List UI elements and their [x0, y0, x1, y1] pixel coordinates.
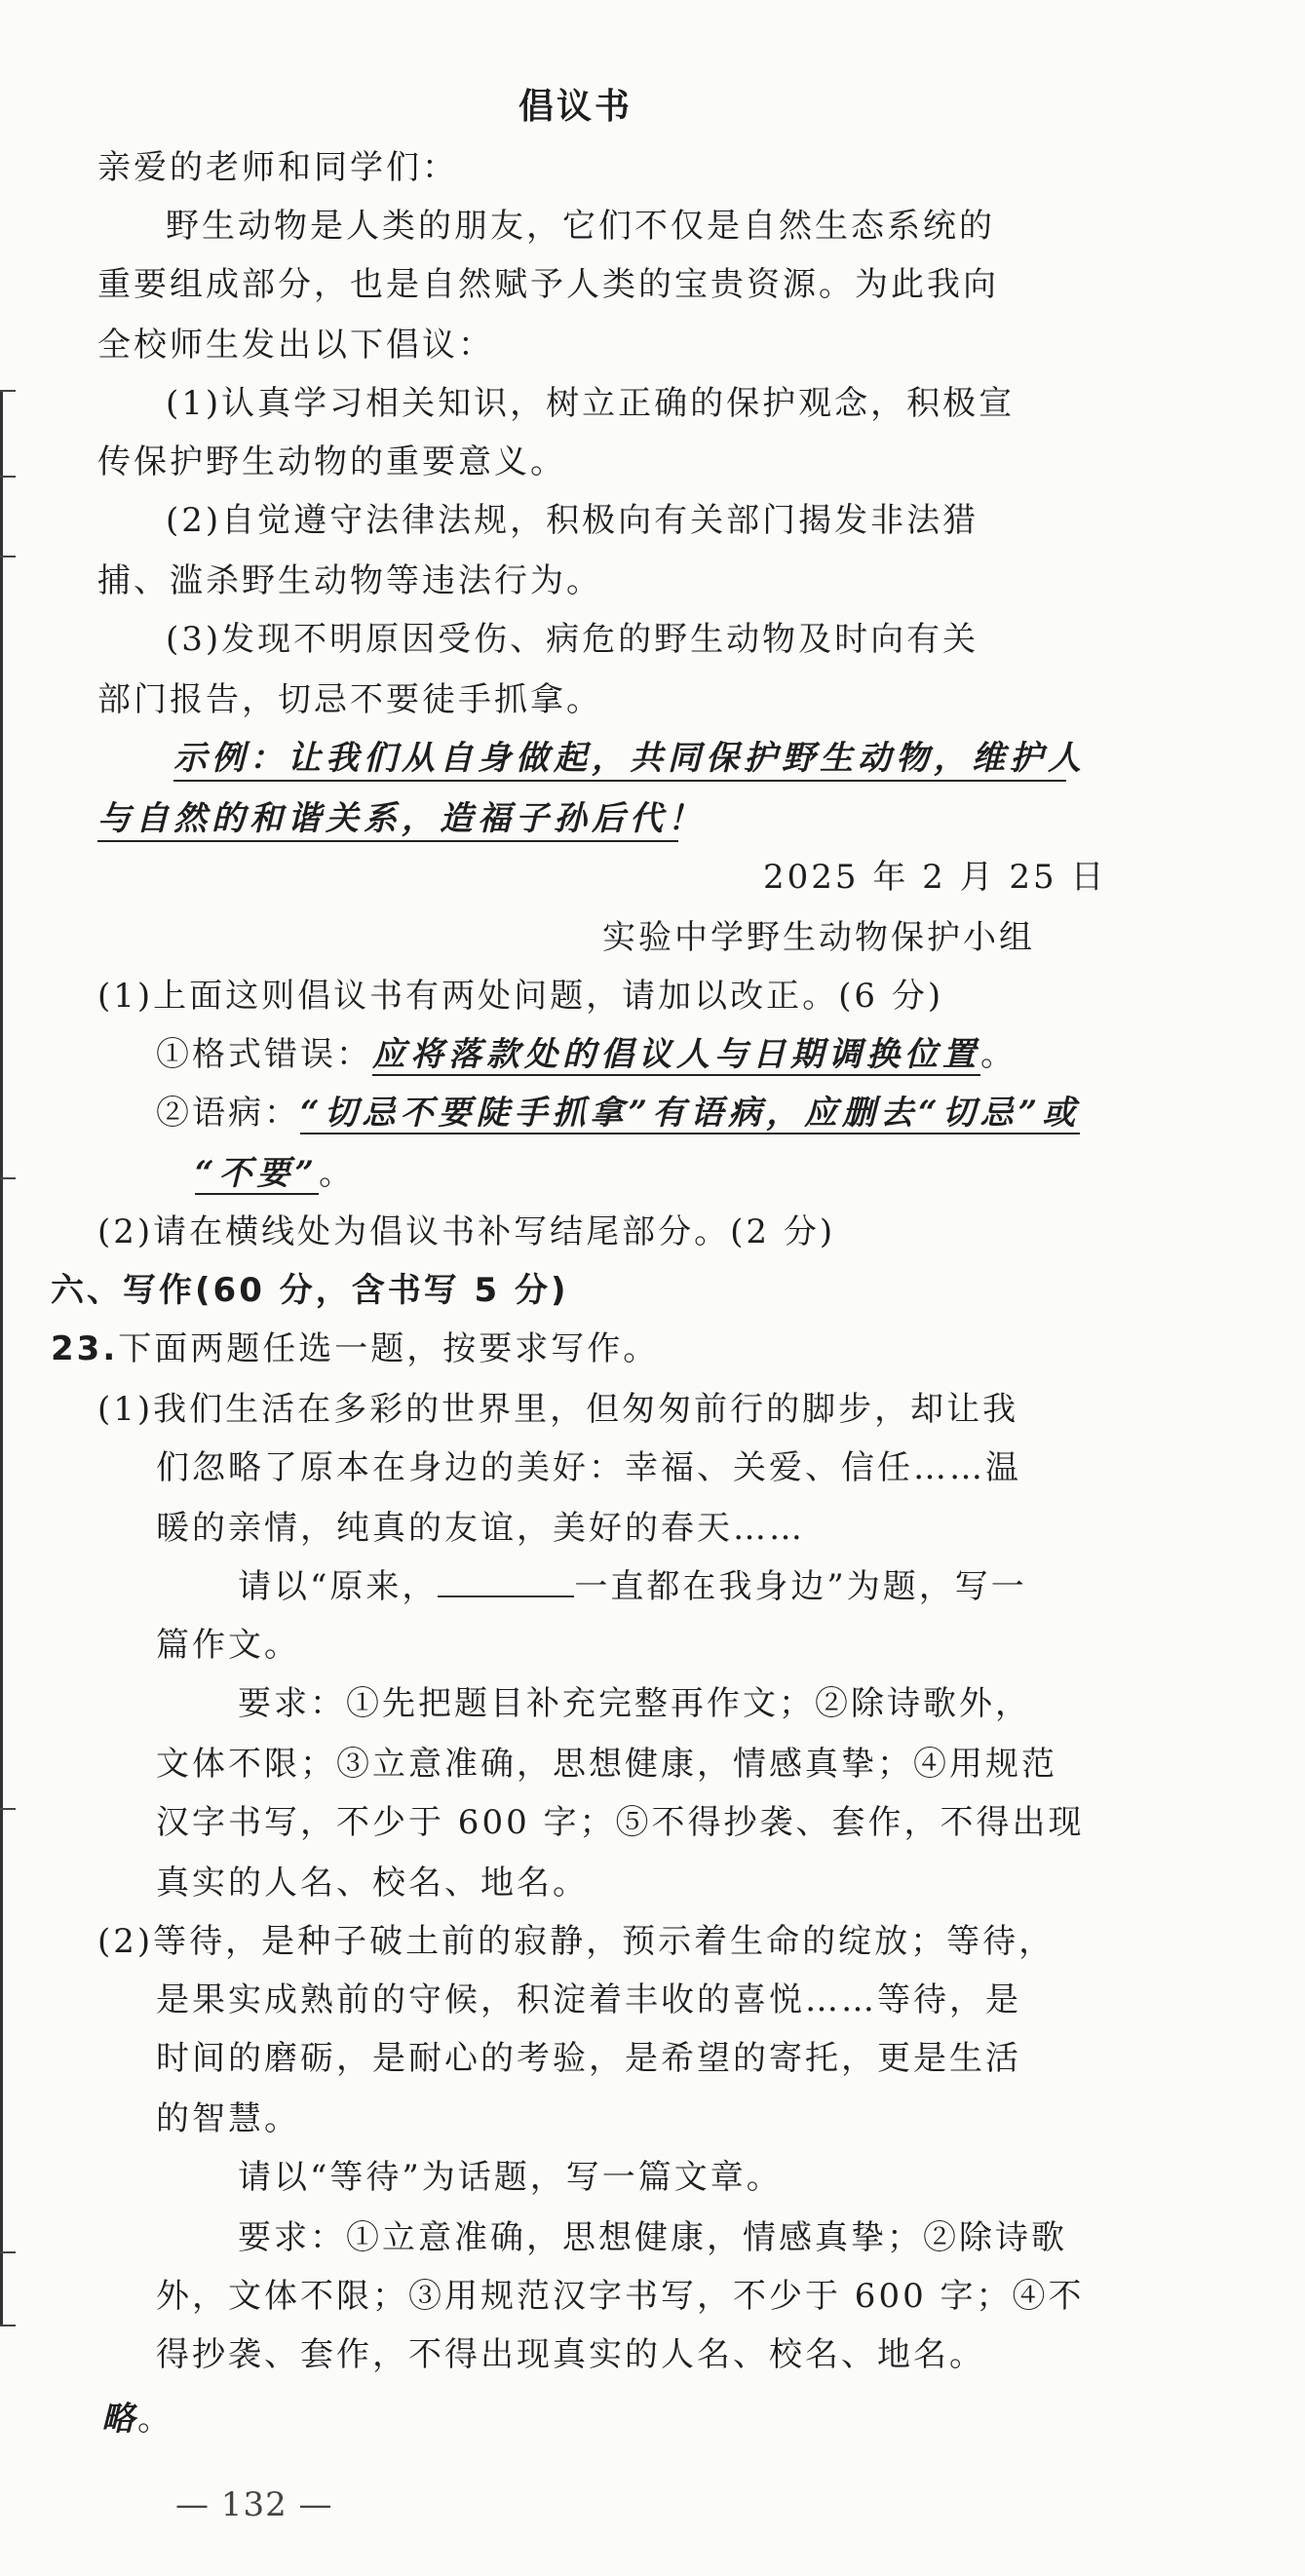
option-1-line: 暖的亲情，纯真的友谊，美好的春天……: [156, 1509, 805, 1548]
option-2-prompt: 请以“等待”为话题，写一篇文章。: [238, 2158, 783, 2197]
handwritten-answer: “切忌不要陡手抓拿”有语病，应删去“切忌”或: [300, 1094, 1081, 1133]
question-23-intro: [51, 1327, 659, 1370]
proposal-line: (3)发现不明原因受伤、病危的野生动物及时向有关: [166, 620, 979, 659]
proposal-line: 捕、滥杀野生动物等违法行为。: [97, 561, 602, 600]
prompt-part: 请以“原来，: [238, 1567, 439, 1606]
left-edge-rule: [0, 476, 16, 478]
handwritten-answer: “不要”: [195, 1154, 320, 1193]
handwritten-answer: 略: [101, 2400, 137, 2439]
answer-omitted: [101, 2398, 173, 2441]
left-edge-border: [0, 390, 3, 2325]
handwritten-answer: 示例：让我们从自身做起，共同保护野生动物，维护人: [173, 737, 1066, 782]
option-1-requirement: 要求：①先把题目补充完整再作文；②除诗歌外，: [238, 1684, 1031, 1723]
left-edge-rule: [0, 2325, 16, 2326]
fill-in-blank: [438, 1566, 574, 1597]
format-error-label: ①格式错误：: [156, 1035, 372, 1074]
option-2-line: 是果实成熟前的守候，积淀着丰收的喜悦……等待，是: [156, 1980, 1021, 2019]
option-1-prompt-end: 篇作文。: [156, 1626, 300, 1665]
option-2-requirement: 得抄袭、套作，不得出现真实的人名、校名、地名。: [156, 2335, 985, 2374]
proposal-greeting: 亲爱的老师和同学们：: [97, 148, 458, 187]
handwritten-answer: 与自然的和谐关系，造福子孙后代！: [97, 797, 678, 842]
handwritten-answer: 应将落款处的倡议人与日期调换位置: [372, 1035, 980, 1074]
grammar-error-label: ②语病：: [156, 1094, 300, 1133]
option-1-requirement: 真实的人名、校名、地名。: [156, 1864, 589, 1903]
grammar-error-line: [156, 1092, 1080, 1134]
punctuation: 。: [319, 1154, 356, 1193]
option-2-line: 的智慧。: [156, 2099, 300, 2138]
proposal-line: 部门报告，切忌不要徒手抓拿。: [97, 680, 602, 719]
option-1-line: (1)我们生活在多彩的世界里，但匆匆前行的脚步，却让我: [97, 1390, 1019, 1429]
question-2-prompt: (2)请在横线处为倡议书补写结尾部分。(2 分): [97, 1212, 836, 1251]
option-2-requirement: 外，文体不限；③用规范汉字书写，不少于 600 字；④不: [156, 2277, 1085, 2316]
page-number: — 132 —: [175, 2485, 333, 2524]
left-edge-rule: [0, 390, 16, 392]
left-edge-rule: [0, 1177, 16, 1179]
grammar-error-line: [195, 1152, 355, 1195]
question-number: 23.: [51, 1329, 119, 1368]
proposal-title: 倡议书: [518, 87, 633, 127]
punctuation: 。: [980, 1035, 1017, 1074]
option-1-requirement: 文体不限；③立意准确，思想健康，情感真挚；④用规范: [156, 1745, 1057, 1784]
option-1-line: 们忽略了原本在身边的美好：幸福、关爱、信任……温: [156, 1448, 1021, 1487]
proposal-date: 2025 年 2 月 25 日: [763, 858, 1107, 897]
question-1-prompt: (1)上面这则倡议书有两处问题，请加以改正。(6 分): [97, 977, 944, 1016]
left-edge-rule: [0, 1808, 16, 1810]
left-edge-rule: [0, 556, 16, 557]
option-1-requirement: 汉字书写，不少于 600 字；⑤不得抄袭、套作，不得出现: [156, 1803, 1085, 1842]
prompt-part: 一直都在我身边”为题，写一: [574, 1567, 1027, 1606]
proposal-line: 全校师生发出以下倡议：: [97, 326, 494, 365]
option-2-line: (2)等待，是种子破土前的寂静，预示着生命的绽放；等待，: [97, 1922, 1056, 1961]
punctuation: 。: [137, 2400, 173, 2439]
left-edge-rule: [0, 2251, 16, 2253]
proposal-line: (1)认真学习相关知识，树立正确的保护观念，积极宣: [166, 384, 1016, 423]
proposal-line: 传保护野生动物的重要意义。: [97, 442, 566, 481]
proposal-line: (2)自觉遵守法律法规，积极向有关部门揭发非法猎: [166, 501, 979, 540]
option-2-line: 时间的磨砺，是耐心的考验，是希望的寄托，更是生活: [156, 2039, 1021, 2078]
format-error-line: [156, 1033, 1017, 1076]
option-1-prompt: [238, 1565, 1027, 1608]
section-title: 六、写作(60 分，含书写 5 分): [51, 1271, 569, 1310]
proposal-line: 野生动物是人类的朋友，它们不仅是自然生态系统的: [166, 207, 995, 246]
proposal-line: 重要组成部分，也是自然赋予人类的宝贵资源。为此我向: [97, 265, 999, 304]
option-2-requirement: 要求：①立意准确，思想健康，情感真挚；②除诗歌: [238, 2218, 1067, 2257]
question-23-text: 下面两题任选一题，按要求写作。: [118, 1329, 660, 1368]
proposal-signer: 实验中学野生动物保护小组: [602, 918, 1035, 957]
